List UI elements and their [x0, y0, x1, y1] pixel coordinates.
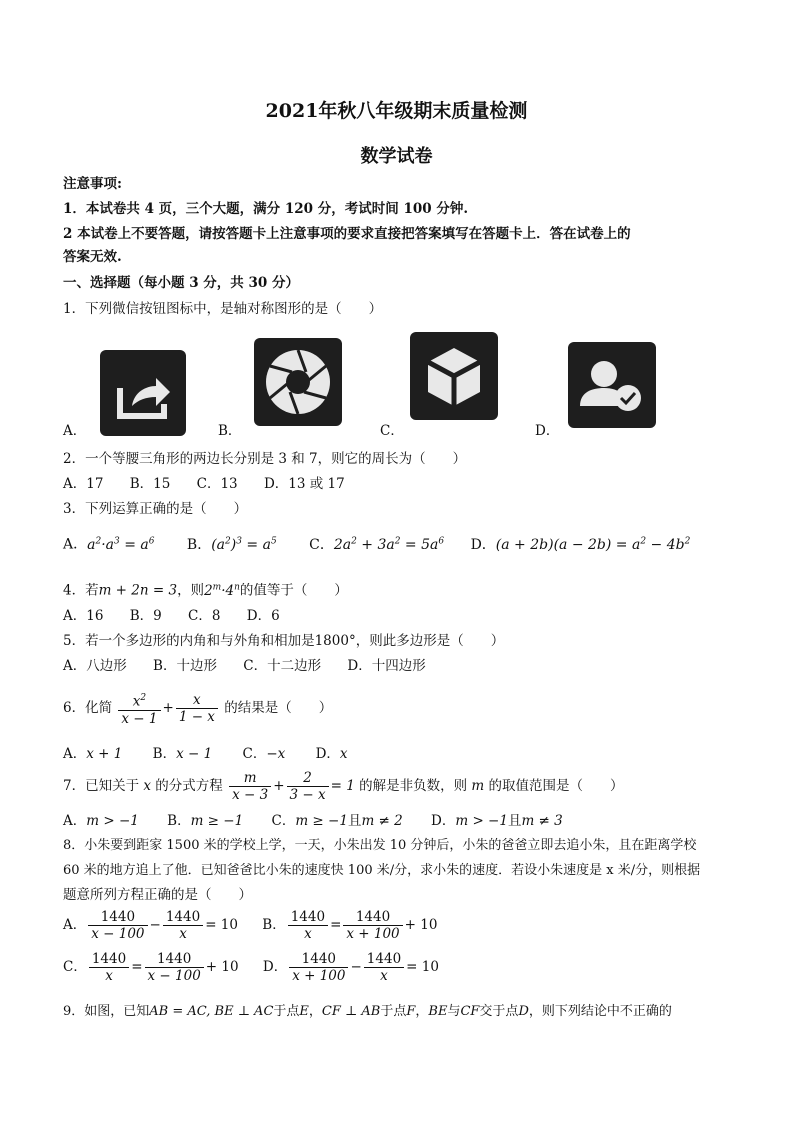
- question-6-stem: 6．化简 $\frac{x^2}{x - 1}$ + $\frac{x}{1 - x}$ 的结果是（ ）: [63, 692, 333, 727]
- question-1-stem: 1．下列微信按钮图标中，是轴对称图形的是（ ）: [63, 301, 383, 317]
- q1-option-c-label: C．: [380, 423, 404, 439]
- q5-option-b: B．十边形: [153, 658, 217, 674]
- notice-item-2: 2 本试卷上不要答题，请按答题卡上注意事项的要求直接把答案填写在答题卡上．答在试卷上的: [63, 226, 631, 242]
- q1-option-d-label: D．: [535, 423, 560, 439]
- notice-item-2-cont: 答案无效.: [63, 249, 122, 265]
- user-verified-icon: [568, 342, 656, 428]
- question-5-options: [63, 657, 426, 675]
- question-2-options: [63, 475, 345, 493]
- q2-option-d: D．13 或 17: [263, 476, 345, 492]
- q5-option-d: D．十四边形: [347, 658, 426, 674]
- notice-item-1: 1．本试卷共 4 页，三个大题，满分 120 分，考试时间 100 分钟.: [63, 201, 469, 217]
- q2-option-b: B．15: [129, 476, 171, 492]
- q4-option-b: B．9: [129, 608, 162, 624]
- q4-option-a: A．16: [63, 608, 104, 624]
- notice-heading: 注意事项:: [63, 176, 122, 192]
- q4-option-c: C．8: [188, 608, 221, 624]
- q1-option-a-label: A．: [63, 423, 87, 439]
- section-heading: 一、选择题（每小题 3 分，共 30 分）: [63, 275, 299, 291]
- question-5-stem: 5．若一个多边形的内角和与外角和相加是1800°，则此多边形是（ ）: [63, 633, 505, 649]
- q4-option-d: D．6: [246, 608, 280, 624]
- question-8-options-ab: A． $\frac{1440}{x - 100}$ − $\frac{1440}{x}$ = 10 B． $\frac{1440}{x}$ = $\frac{1440}{x + 100}$ + 10: [63, 909, 438, 942]
- question-8-options-cd: C． $\frac{1440}{x}$ = $\frac{1440}{x - 100}$ + 10 D． $\frac{1440}{x + 100}$ − $\frac{1440}{x}$ = 10: [63, 951, 439, 984]
- q1-option-b-label: B．: [218, 423, 242, 439]
- share-icon: [100, 350, 186, 436]
- question-2-stem: 2．一个等腰三角形的两边长分别是 3 和 7，则它的周长为（ ）: [63, 451, 467, 467]
- q5-option-c: C．十二边形: [243, 658, 322, 674]
- question-7-stem: 7．已知关于 x 的分式方程 $\frac{m}{x - 3}$ + $\frac{2}{3 - x}$ = 1 的解是非负数，则 m 的取值范围是（ ）: [63, 770, 624, 803]
- question-3-options: A．$a^2\cdot a^3 = a^6$ B．$(a^2)^3 = a^5$ C．$2a^2 + 3a^2 = 5a^6$ D．$(a + 2b)(a - 2b) = a^2 - 4b^2$: [63, 536, 691, 553]
- question-8-line-2: 60 米的地方追上了他．已知爸爸比小朱的速度快 100 米/分，求小朱的速度．若设小朱速度是 x 米/分，则根据: [63, 863, 701, 878]
- question-6-options: A．x + 1 B．x − 1 C．−x D．x: [63, 746, 348, 762]
- question-7-options: A．m > −1 B．m ≥ −1 C．m ≥ −1且m ≠ 2 D．m > −1且m ≠ 3: [63, 813, 563, 829]
- page-title: 2021年秋八年级期末质量检测: [265, 100, 528, 122]
- page-subtitle: 数学试卷: [360, 146, 433, 167]
- question-3-stem: 3．下列运算正确的是（ ）: [63, 501, 248, 517]
- camera-aperture-icon: [254, 338, 342, 426]
- cube-icon: [410, 332, 498, 420]
- question-8-line-1: 8．小朱要到距家 1500 米的学校上学，一天，小朱出发 10 分钟后，小朱的爸爸立即去追小朱，且在距离学校: [63, 838, 697, 853]
- question-9-stem: 9．如图，已知AB = AC, BE ⊥ AC于点E，CF ⊥ AB于点F，BE与CF交于点D，则下列结论中不正确的: [63, 1004, 672, 1019]
- question-4-stem: 4．若m + 2n = 3，则$2^m\cdot 4^n$的值等于（ ）: [63, 582, 348, 599]
- question-4-options: [63, 607, 280, 625]
- q2-option-a: A．17: [63, 476, 104, 492]
- question-8-line-3: 题意所列方程正确的是（ ）: [63, 887, 252, 903]
- q5-option-a: A．八边形: [63, 658, 127, 674]
- q2-option-c: C．13: [196, 476, 238, 492]
